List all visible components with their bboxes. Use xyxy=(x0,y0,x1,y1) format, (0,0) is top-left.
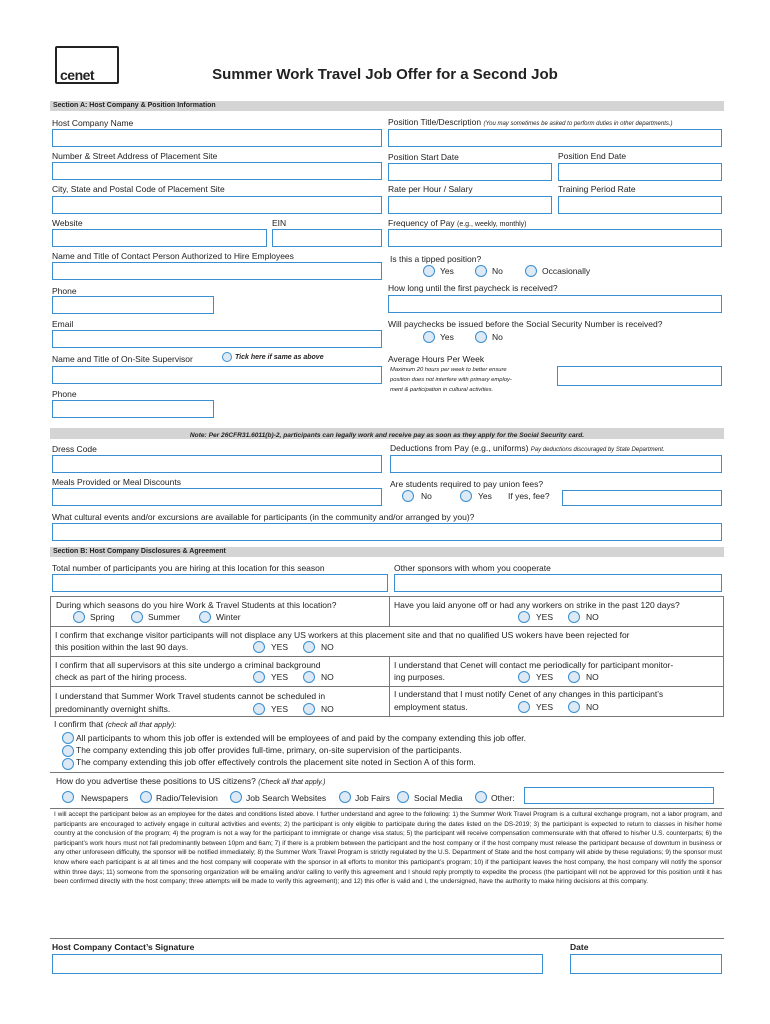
tipped-occasionally-label: Occasionally xyxy=(542,266,591,276)
social-media-checkbox[interactable] xyxy=(397,791,409,803)
job-websites-label: Job Search Websites xyxy=(246,793,327,803)
other-sponsors-field[interactable] xyxy=(394,574,722,592)
email-label: Email xyxy=(52,319,74,329)
displace-yes-radio[interactable] xyxy=(253,641,265,653)
cultural-label: What cultural events and/or excursions are available for participants (in the community and/or arranged by you)? xyxy=(52,512,475,522)
monitor-no-label: NO xyxy=(586,672,599,682)
union-fee-label: If yes, fee? xyxy=(508,491,550,501)
cultural-field[interactable] xyxy=(52,523,722,541)
overnight-no-radio[interactable] xyxy=(303,703,315,715)
phone2-field[interactable] xyxy=(52,400,214,418)
ssn-note: Note: Per 26CFR31.6011(b)-2, participants can legally work and receive pay as soon as they apply for the Social Security card. xyxy=(189,432,585,439)
displace-line-2: this position within the last 90 days. xyxy=(55,642,189,652)
divider xyxy=(50,686,724,687)
deductions-field[interactable] xyxy=(390,455,722,473)
winter-label: Winter xyxy=(216,612,241,622)
overnight-yes-label: YES xyxy=(271,704,289,714)
signature-field[interactable] xyxy=(52,954,543,974)
advertise-question-text: How do you advertise these positions to US citizens? xyxy=(56,776,256,786)
dress-code-field[interactable] xyxy=(52,455,382,473)
ssn-yes-label: Yes xyxy=(440,332,454,342)
spring-label: Spring xyxy=(90,612,115,622)
radio-tv-label: Radio/Television xyxy=(156,793,218,803)
newspapers-checkbox[interactable] xyxy=(62,791,74,803)
laid-off-no-radio[interactable] xyxy=(568,611,580,623)
frequency-note: (e.g., weekly, monthly) xyxy=(457,221,527,228)
tipped-yes-label: Yes xyxy=(440,266,454,276)
divider xyxy=(50,656,724,657)
page-title: Summer Work Travel Job Offer for a Second Job xyxy=(212,66,558,83)
total-participants-field[interactable] xyxy=(52,574,388,592)
position-title-text: Position Title/Description xyxy=(388,117,482,127)
rate-field[interactable] xyxy=(388,196,552,214)
seasons-question: During which seasons do you hire Work & Travel Students at this location? xyxy=(56,600,337,610)
agreement-text: I will accept the participant below as an employee for the dates and conditions listed above. I further understand and agree to the following: 1) the Summer Work Travel Program is a cultural exchange program, not a labor program, and participants are encouraged to actively engage in cultural activities and events; 2) the participant is only eligible to participate during the dates listed on the DS-2019; 3) the participant is expected to return to classes in his/her home country at the conclusion of the program; 4) the program is not a way for the participant to immigrate or change visa status; 5) the participant will receive compensation commensurate with that offered to his/her U.S. counterparts; 6) the participant’s work hours must not fall predominantly between 10pm and 6am; 7) if there is a problem between the participant and the host company or if the host company must release the participant because of downturn in business or any other unforeseen difficulty, the sponsor will be notified immediately; 8) the Summer Work Travel Program is strictly regulated by the U.S. Department of State and the host company will abide by these regulations; 9) the sponsor must know where each participant is at all times and the host company will cooperate with the sponsor in all efforts to monitor this participant’s program; 10) if the participant leaves the host company, the host company will notify the sponsor within three days; 11) someone from the sponsoring organization will be emailing and/or calling to verify this agreement and I should reply promptly to expedite the process (the participant will not be approved for this position until it has been confirmed directly with the host company; three attempts will be made to verify this agreement); and 12) this offer is valid and I, the undersigned, have the authority to make hiring decisions at this company. xyxy=(54,811,722,886)
laid-off-yes-label: YES xyxy=(536,612,554,622)
section-b-title: Section B: Host Company Disclosures & Agreement xyxy=(53,548,226,555)
monitor-line-1: I understand that Cenet will contact me periodically for participant monitor- xyxy=(394,660,674,670)
spring-radio[interactable] xyxy=(73,611,85,623)
radio-tv-checkbox[interactable] xyxy=(140,791,152,803)
total-participants-label: Total number of participants you are hiring at this location for this season xyxy=(52,563,325,573)
other-advertise-field[interactable] xyxy=(524,787,714,804)
divider xyxy=(50,772,724,773)
deductions-text: Deductions from Pay (e.g., uniforms) xyxy=(390,443,529,453)
first-paycheck-label: How long until the first paycheck is received? xyxy=(388,283,558,293)
contact-person-label: Name and Title of Contact Person Authorized to Hire Employees xyxy=(52,251,294,261)
date-label: Date xyxy=(570,942,589,952)
city-state-field[interactable] xyxy=(52,196,382,214)
same-as-above-label: Tick here if same as above xyxy=(235,354,324,361)
divider xyxy=(389,596,390,626)
background-no-radio[interactable] xyxy=(303,671,315,683)
dress-code-label: Dress Code xyxy=(52,444,97,454)
position-note: (You may sometimes be asked to perform duties in other departments.) xyxy=(483,121,673,127)
tipped-occasionally-radio[interactable] xyxy=(525,265,537,277)
ssn-yes-radio[interactable] xyxy=(423,331,435,343)
position-title-field[interactable] xyxy=(388,129,722,147)
first-paycheck-field[interactable] xyxy=(388,295,722,313)
divider xyxy=(50,938,724,939)
logo-text: cenet xyxy=(60,67,95,83)
deductions-label xyxy=(390,444,665,453)
avg-hours-note-1: Maximum 20 hours per week to better ensure xyxy=(390,367,507,373)
avg-hours-note-3: ment & participation in cultural activities. xyxy=(390,387,494,393)
tipped-no-radio[interactable] xyxy=(475,265,487,277)
phone-field[interactable] xyxy=(52,296,214,314)
confirm-checkbox-1[interactable] xyxy=(62,732,74,744)
monitor-yes-radio[interactable] xyxy=(518,671,530,683)
divider xyxy=(50,596,724,597)
other-label: Other: xyxy=(491,793,515,803)
training-field[interactable] xyxy=(558,196,722,214)
tipped-question: Is this a tipped position? xyxy=(390,254,482,264)
deductions-note: Pay deductions discouraged by State Department. xyxy=(530,447,665,453)
other-sponsors-label: Other sponsors with whom you cooperate xyxy=(394,563,551,573)
confirm-item-2: The company extending this job offer provides full-time, primary, on-site supervision of the participants. xyxy=(76,745,462,755)
host-company-name-field[interactable] xyxy=(52,129,382,147)
laid-off-question: Have you laid anyone off or had any workers on strike in the past 120 days? xyxy=(394,600,680,610)
notify-no-label: NO xyxy=(586,702,599,712)
frequency-field[interactable] xyxy=(388,229,722,247)
section-b-header xyxy=(50,547,724,557)
phone-label: Phone xyxy=(52,286,77,296)
ein-label: EIN xyxy=(272,218,287,228)
street-address-label: Number & Street Address of Placement Site xyxy=(52,151,218,161)
date-field[interactable] xyxy=(570,954,722,974)
monitor-no-radio[interactable] xyxy=(568,671,580,683)
notify-yes-radio[interactable] xyxy=(518,701,530,713)
supervisor-field[interactable] xyxy=(52,366,382,384)
monitor-yes-label: YES xyxy=(536,672,554,682)
summer-radio[interactable] xyxy=(131,611,143,623)
phone2-label: Phone xyxy=(52,389,77,399)
confirm-item-1: All participants to whom this job offer is extended will be employees of and paid by the company extending this job offer. xyxy=(76,733,526,743)
overnight-line-2: predominantly overnight shifts. xyxy=(55,704,171,714)
confirm-item-3: The company extending this job offer effectively controls the placement site noted in Section A of this form. xyxy=(76,757,476,767)
union-yes-radio[interactable] xyxy=(460,490,472,502)
union-question: Are students required to pay union fees? xyxy=(390,479,544,489)
tipped-yes-radio[interactable] xyxy=(423,265,435,277)
start-date-field[interactable] xyxy=(388,163,552,181)
notify-line-1: I understand that I must notify Cenet of any changes in this participant’s xyxy=(394,689,664,699)
tipped-no-label: No xyxy=(492,266,503,276)
confirm-that-label xyxy=(54,720,176,729)
avg-hours-note-2: position does not interfere with primary employ- xyxy=(390,377,512,383)
job-fairs-checkbox[interactable] xyxy=(339,791,351,803)
website-field[interactable] xyxy=(52,229,267,247)
winter-radio[interactable] xyxy=(199,611,211,623)
laid-off-no-label: NO xyxy=(586,612,599,622)
supervisor-label: Name and Title of On-Site Supervisor xyxy=(52,354,193,364)
displace-no-radio[interactable] xyxy=(303,641,315,653)
job-websites-checkbox[interactable] xyxy=(230,791,242,803)
section-a-title: Section A: Host Company & Position Information xyxy=(53,102,216,109)
meals-label: Meals Provided or Meal Discounts xyxy=(52,477,181,487)
displace-no-label: NO xyxy=(321,642,334,652)
frequency-label xyxy=(388,219,527,228)
background-yes-radio[interactable] xyxy=(253,671,265,683)
advertise-question xyxy=(56,777,325,786)
email-field[interactable] xyxy=(52,330,382,348)
street-address-field[interactable] xyxy=(52,162,382,180)
contact-person-field[interactable] xyxy=(52,262,382,280)
confirm-checkbox-3[interactable] xyxy=(62,758,74,770)
end-date-field[interactable] xyxy=(558,163,722,181)
monitor-line-2: ing purposes. xyxy=(394,672,446,682)
rate-label: Rate per Hour / Salary xyxy=(388,184,473,194)
avg-hours-field[interactable] xyxy=(557,366,722,386)
notify-yes-label: YES xyxy=(536,702,554,712)
frequency-text: Frequency of Pay xyxy=(388,218,455,228)
host-company-name-label: Host Company Name xyxy=(52,118,134,128)
background-line-2: check as part of the hiring process. xyxy=(55,672,187,682)
start-date-label: Position Start Date xyxy=(388,152,459,162)
check-all-note: (check all that apply): xyxy=(105,720,177,729)
confirm-that-text: I confirm that xyxy=(54,719,104,729)
laid-off-yes-radio[interactable] xyxy=(518,611,530,623)
displace-line-1: I confirm that exchange visitor participants will not displace any US workers at this placement site and that no qualified US wokers have been rejected for xyxy=(55,630,630,640)
city-state-label: City, State and Postal Code of Placement Site xyxy=(52,184,225,194)
newspapers-label: Newspapers xyxy=(81,793,129,803)
union-no-radio[interactable] xyxy=(402,490,414,502)
background-yes-label: YES xyxy=(271,672,289,682)
section-a-header xyxy=(50,101,724,111)
notify-line-2: employment status. xyxy=(394,702,468,712)
background-no-label: NO xyxy=(321,672,334,682)
website-label: Website xyxy=(52,218,83,228)
divider xyxy=(50,808,724,809)
divider xyxy=(50,626,724,627)
ssn-no-label: No xyxy=(492,332,503,342)
background-line-1: I confirm that all supervisors at this site undergo a criminal background xyxy=(55,660,321,670)
training-label: Training Period Rate xyxy=(558,184,636,194)
ein-field[interactable] xyxy=(272,229,382,247)
ssn-note-bar xyxy=(50,428,724,439)
signature-label: Host Company Contact’s Signature xyxy=(52,942,195,952)
union-fee-field[interactable] xyxy=(562,490,722,506)
avg-hours-label: Average Hours Per Week xyxy=(388,354,485,364)
advertise-note: (Check all that apply.) xyxy=(258,779,326,786)
overnight-no-label: NO xyxy=(321,704,334,714)
social-media-label: Social Media xyxy=(414,793,463,803)
overnight-yes-radio[interactable] xyxy=(253,703,265,715)
ssn-no-radio[interactable] xyxy=(475,331,487,343)
divider xyxy=(50,716,724,717)
ssn-question: Will paychecks be issued before the Social Security Number is received? xyxy=(388,319,663,329)
notify-no-radio[interactable] xyxy=(568,701,580,713)
position-title-label xyxy=(388,118,673,127)
job-fairs-label: Job Fairs xyxy=(355,793,390,803)
meals-field[interactable] xyxy=(52,488,382,506)
displace-yes-label: YES xyxy=(271,642,289,652)
union-no-label: No xyxy=(421,491,432,501)
summer-label: Summer xyxy=(148,612,181,622)
union-yes-label: Yes xyxy=(478,491,492,501)
other-checkbox[interactable] xyxy=(475,791,487,803)
overnight-line-1: I understand that Summer Work Travel students cannot be scheduled in xyxy=(55,691,326,701)
confirm-checkbox-2[interactable] xyxy=(62,745,74,757)
end-date-label: Position End Date xyxy=(558,151,627,161)
same-as-above-checkbox[interactable] xyxy=(222,352,232,362)
